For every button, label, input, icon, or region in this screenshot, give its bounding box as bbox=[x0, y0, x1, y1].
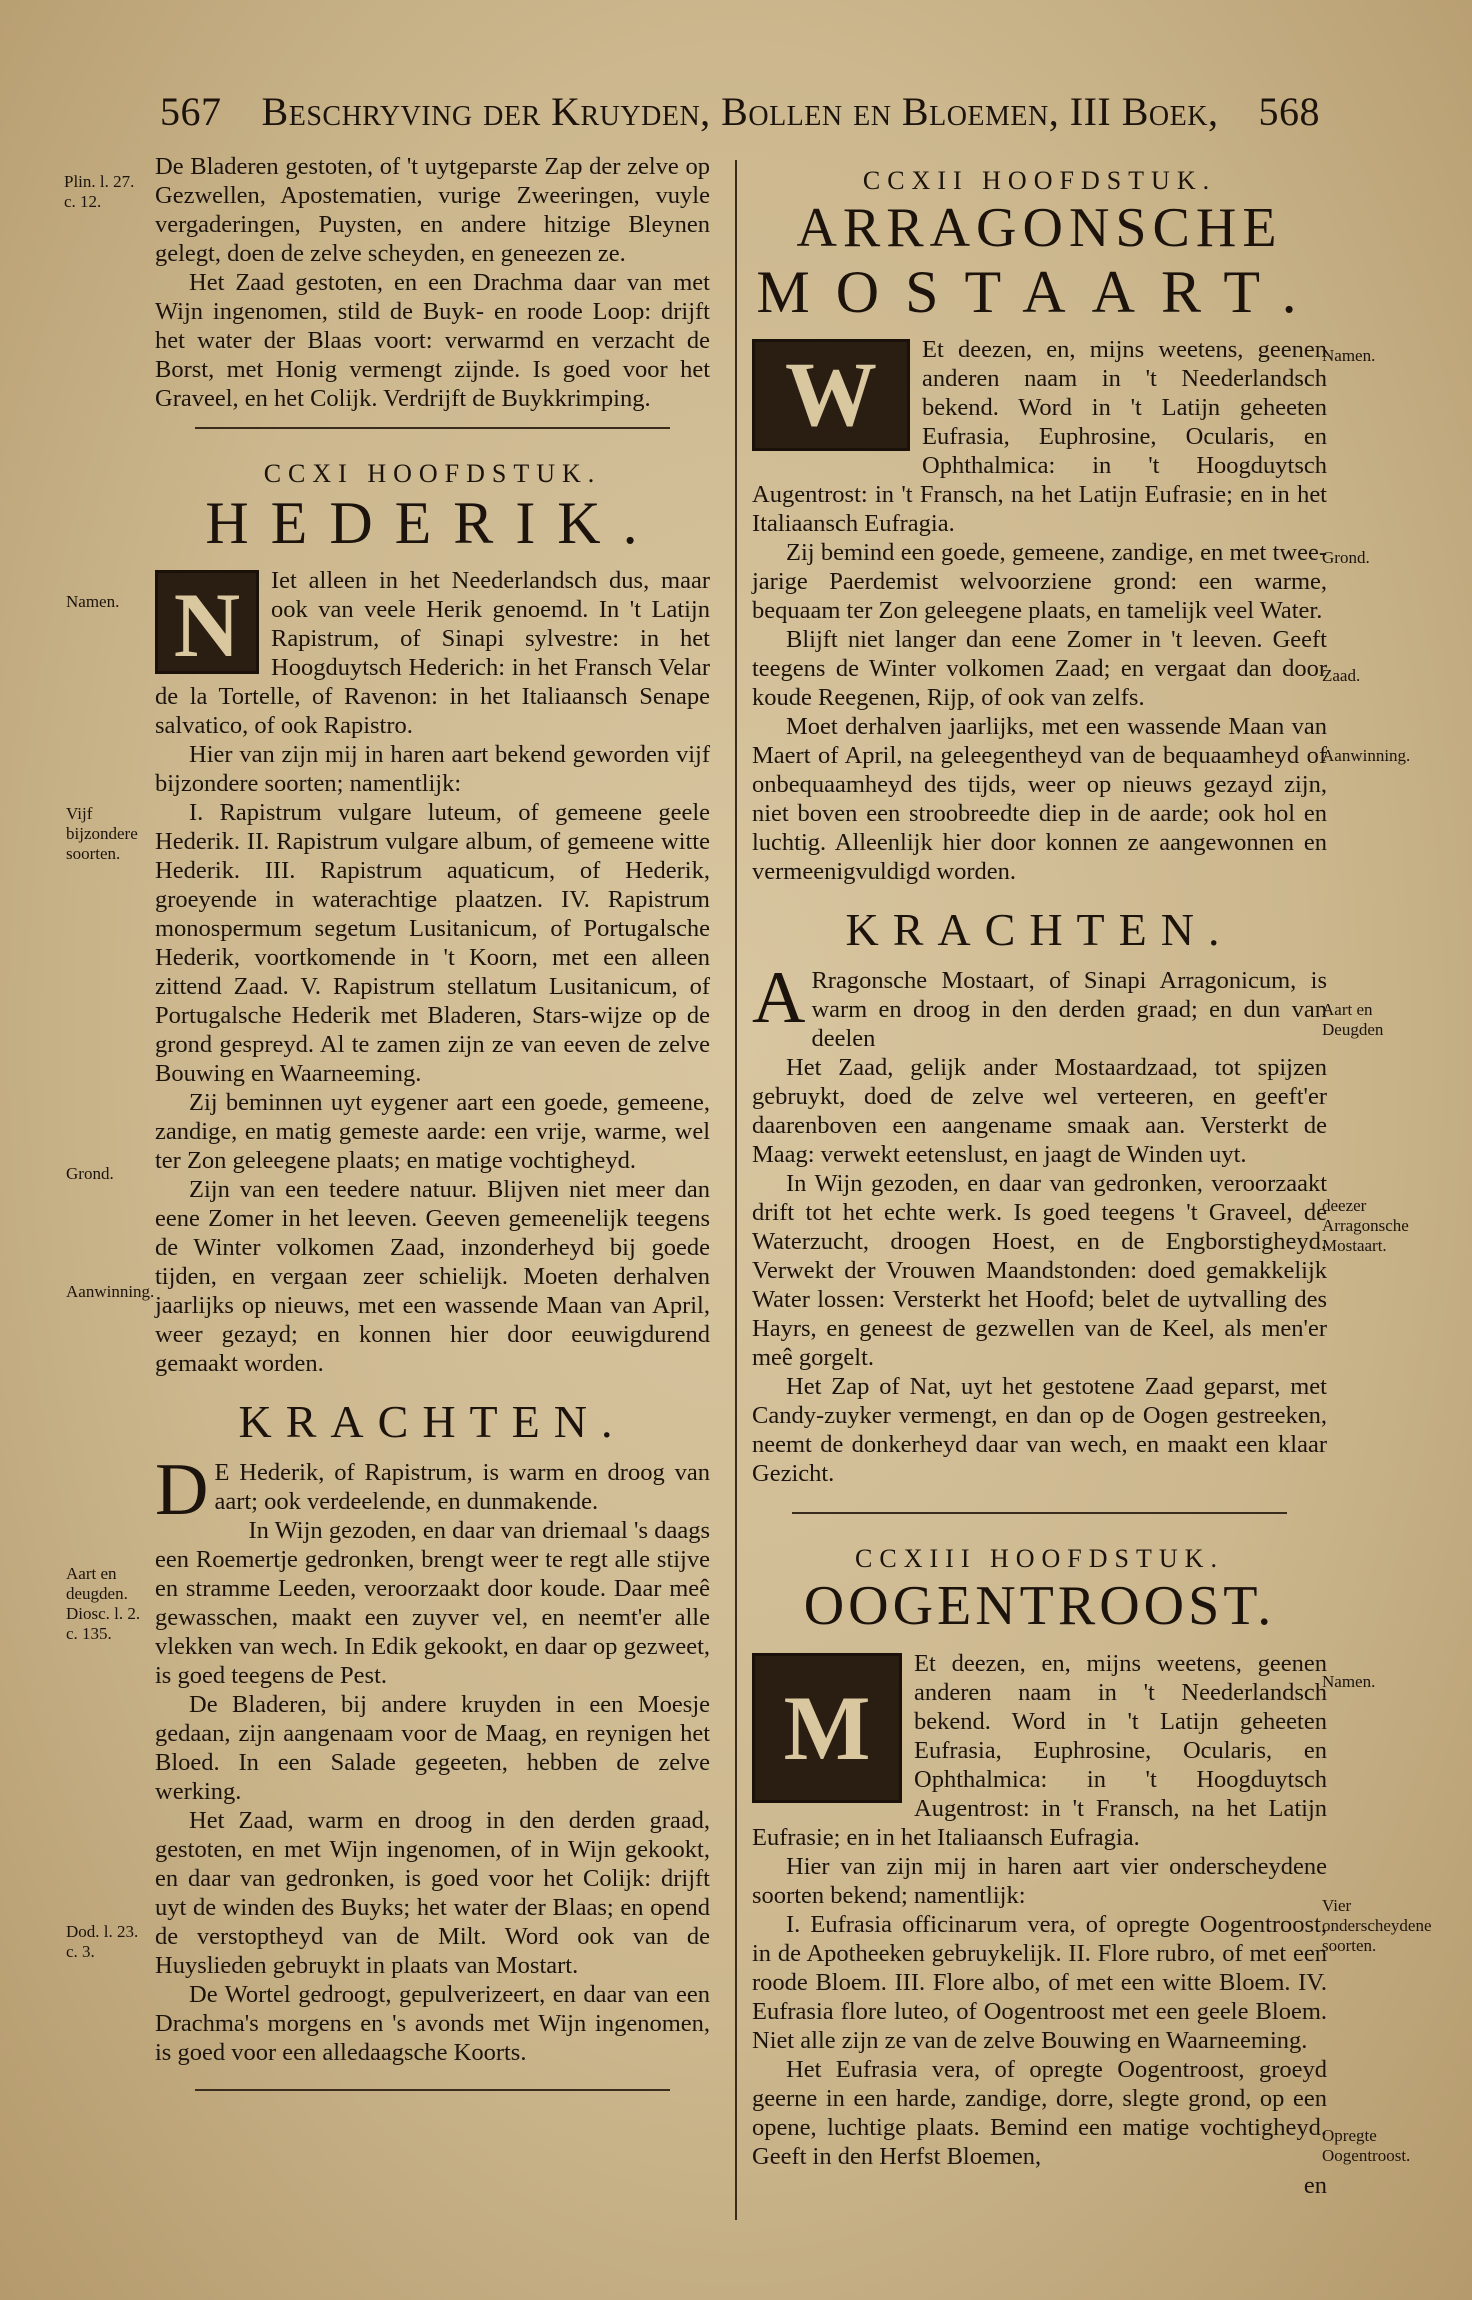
chapter-title-arragonsche: ARRAGONSCHE bbox=[796, 197, 1283, 259]
section-rule bbox=[792, 1512, 1287, 1514]
column-divider bbox=[735, 160, 737, 2220]
chapter-title-mostaart: MOSTAART. bbox=[756, 259, 1323, 325]
running-title: Beschryving der Kruyden, Bollen en Bloemen, III Boek, bbox=[261, 89, 1219, 134]
margin-note-vier-soorten: Vier onderscheydene soorten. bbox=[1322, 1896, 1432, 1955]
chapter-title-hederik: HEDERIK. bbox=[205, 490, 660, 556]
krachten-heading-left: KRACHTEN. bbox=[238, 1396, 627, 1447]
margin-note-aart-deugden: Aart en deugden. Diosc. l. 2. c. 135. bbox=[66, 1564, 141, 1643]
krachten-paragraph-3: De Bladeren, bij andere kruyden in een Moesje gedaan, zijn aangenaam voor de Maag, en reynigen het Bloed. In een Salade gegeeten, hebben de zelve werking. bbox=[155, 1691, 710, 1805]
margin-note-plinius: Plin. l. 27. c. 12. bbox=[64, 172, 135, 211]
krachten-heading-right: KRACHTEN. bbox=[845, 904, 1234, 955]
margin-note-dodonaeus: Dod. l. 23. c. 3. bbox=[66, 1922, 139, 1961]
grond-paragraph: Zij bemind een goede, gemeene, zandige, en met twee-jarige Paerdemist welvoorziene grond: een warme, bequaam ter Zon geleegene plaats, en tamelijk veel Water. bbox=[752, 539, 1327, 624]
soorten-paragraph: Hier van zijn mij in haren aart vier onderscheydene soorten bekend; namentlijk: bbox=[752, 1853, 1327, 1909]
page-number-right: 568 bbox=[1258, 89, 1320, 134]
chapter-heading-211: CCXI HOOFDSTUK. bbox=[263, 459, 602, 488]
krachten-paragraph-2: In Wijn gezoden, en daar van driemaal 's daags een Roemertje gedronken, brengt weer te regt alle stijve en stramme Leeden, veroorzaakt door koude. Daar meê gewasschen, maakt een zuyver vel, en neemt'er alle vlekken van wech. In Edik gekookt, en daar op gezweet, is goed teegens de Pest. bbox=[155, 1517, 710, 1689]
soorten-list: I. Eufrasia officinarum vera, of opregte Oogentroost, in de Apotheeken gebruykelijk. II. Flore rubro, of met een roode Bloem. III. Flore albo, of met een witte Bloem. IV. Eufrasia flore luteo, of Oogentroost met een geele Bloem. Niet alle zijn ze van de zelve Bouwing en Waarneeming. bbox=[752, 1911, 1327, 2054]
namen-paragraph-mostaart: W Et deezen, en, mijns weetens, geenen anderen naam in 't Neederlandsch bekend. Word in 't Latijn geheeten Eufrasia, Euphrosine, Ocularis, en Ophthalmica: in 't Hoogduytsch Augentrost: in 't Fransch, na het Latijn Eufrasie; en in het Italiaansch Eufragia. bbox=[752, 336, 1327, 537]
krachten-paragraph-2: Het Zaad, gelijk ander Mostaardzaad, tot spijzen gebruykt, doed de zelve wel verteeren, en geeft'er daarenboven een aangename smaak aan. Versterkt de Maag: verwekt eetenslust, en jaagt de Winden uyt. bbox=[752, 1054, 1327, 1168]
margin-note-deezer: deezer Arragonsche Mostaart. bbox=[1322, 1196, 1409, 1255]
decorated-initial: N bbox=[155, 570, 259, 674]
opregte-paragraph: Het Eufrasia vera, of opregte Oogentroost, groeyd geerne in een harde, zandige, dorre, slegte grond, op een opene, luchtige plaats. Bemind een matige vochtigheyd. Geeft in den Herfst Bloemen, bbox=[752, 2056, 1327, 2170]
margin-note-namen-right: Namen. bbox=[1322, 346, 1376, 365]
zaad-paragraph: Blijft niet langer dan eene Zomer in 't leeven. Geeft teegens de Winter volkomen Zaad; en vergaat dan door koude Reegenen, Rijp, of ook van zelfs. bbox=[752, 626, 1327, 711]
margin-note-vijf-soorten: Vijf bijzondere soorten. bbox=[66, 804, 138, 863]
initial-letter: A bbox=[752, 957, 806, 1039]
margin-note-namen-right-2: Namen. bbox=[1322, 1672, 1376, 1691]
decorated-initial: M bbox=[752, 1653, 902, 1803]
chapter-heading-212: CCXII HOOFDSTUK. bbox=[862, 166, 1217, 195]
chapter-title-oogentroost: OOGENTROOST. bbox=[803, 1575, 1276, 1637]
right-column bbox=[752, 152, 1327, 2200]
aanwinning-paragraph: Moet derhalven jaarlijks, met een wassende Maan van Maert of April, na geleegentheyd van de bequaamheyd of onbequaamheyd des tijds, weer op nieuws gezayd zijn, niet boven een stroobreedte diep in de aarde; ook hol en luchtig. Alleenlijk hier door konnen ze aangewonnen en vermeenigvuldigd worden. bbox=[752, 713, 1327, 885]
page-number-left: 567 bbox=[160, 89, 222, 134]
margin-note-opregte: Opregte Oogentroost. bbox=[1322, 2126, 1411, 2165]
left-column bbox=[155, 152, 710, 2121]
krachten-paragraph-5: De Wortel gedroogt, gepulverizeert, en daar van een Drachma's morgens en 's avonds met Wijn ingenomen, is goed voor een alledaagsche Koorts. bbox=[155, 1981, 710, 2066]
margin-note-grond-right: Grond. bbox=[1322, 548, 1370, 567]
margin-note-grond: Grond. bbox=[66, 1164, 114, 1183]
namen-paragraph-hederik: N Iet alleen in het Neederlandsch dus, maar ook van veele Herik genoemd. In 't Latijn Rapistrum, of Sinapi sylvestre: in het Hoogduytsch Hederich: in het Fransch Velar de la Tortelle, of Ravenon: in het Italiaansch Senape salvatico, of ook Rapistro. bbox=[155, 567, 710, 739]
margin-note-namen: Namen. bbox=[66, 592, 120, 611]
krachten-paragraph-1: D E Hederik, of Rapistrum, is warm en droog van aart; ook verdeelende, en dunmakende. bbox=[155, 1449, 710, 1531]
intro-paragraph-2: Het Zaad gestoten, en een Drachma daar van met Wijn ingenomen, stild de Buyk- en roode Loop: drijft het water der Blaas voort: verwarmd en verzacht de Borst, met Honig vermengt zijnde. Is goed voor het Graveel, en het Colijk. Verdrijft de Buykkrimping. bbox=[155, 269, 710, 412]
running-header bbox=[160, 88, 1320, 135]
krachten-paragraph-1: A Rragonsche Mostaart, of Sinapi Arragonicum, is warm en droog in den derden graad; en dun van deelen bbox=[752, 957, 1327, 1052]
soorten-list: I. Rapistrum vulgare luteum, of gemeene geele Hederik. II. Rapistrum vulgare album, of gemeene witte Hederik. III. Rapistrum aquaticum, of Hederik, groeyende in waterachtige plaatzen. IV. Rapistrum monospermum segetum Lusitanicum, of Portugalsche Hederik, voortkomende in 't Koorn, met een alleen zittend Zaad. V. Rapistrum stellatum Lusitanicum, of Portugalsche Hederik met Bladeren, Stars-wijze op de grond gespreyd. Al te zamen zijn ze van eeven de zelve Bouwing en Waarneeming. bbox=[155, 799, 710, 1087]
margin-note-aanwinning: Aanwinning. bbox=[66, 1282, 155, 1301]
catchword: en bbox=[1303, 2172, 1327, 2199]
intro-paragraph-1: De Bladeren gestoten, of 't uytgeparste Zap der zelve op Gezwellen, Apostematien, vurige Zweeringen, vuyle vergaderingen, Puysten, en andere hitzige Bleynen gelegt, doen de zelve scheyden, en geneezen ze. bbox=[155, 153, 710, 267]
grond-paragraph: Zij beminnen uyt eygener aart een goede, gemeene, zandige, en matig gemeste aarde: een vrije, warme, wel ter Zon geleegene plaats; en matige vochtigheyd. bbox=[155, 1089, 710, 1174]
margin-note-zaad-right: Zaad. bbox=[1322, 666, 1361, 685]
initial-letter: D bbox=[155, 1449, 209, 1531]
margin-note-aanwinning-right: Aanwinning. bbox=[1322, 746, 1411, 765]
section-rule bbox=[195, 427, 670, 429]
decorated-initial: W bbox=[752, 339, 910, 451]
krachten-paragraph-4: Het Zaad, warm en droog in den derden graad, gestoten, en met Wijn ingenomen, of in Wijn gekookt, en daar van gedronken, is goed voor het Colijk: drijft uyt de winden des Buyks; het water der Blaas; en opend de verstoptheyd van de Milt. Word ook van de Huyslieden gebruykt in plaats van Mostart. bbox=[155, 1807, 710, 1979]
krachten-paragraph-4: Het Zap of Nat, uyt het gestotene Zaad geparst, met Candy-zuyker vermengt, en dan op de Oogen gestreeken, neemt de donkerheyd daar van wech, en maakt een klaar Gezicht. bbox=[752, 1373, 1327, 1487]
chapter-heading-213: CCXIII HOOFDSTUK. bbox=[855, 1544, 1224, 1573]
namen-paragraph-oogentroost: M Et deezen, en, mijns weetens, geenen anderen naam in 't Neederlandsch bekend. Word in 't Latijn geheeten Eufrasia, Euphrosine, Ocularis, en Ophthalmica: in 't Hoogduytsch Augentrost: in 't Fransch, na het Latijn Eufrasie; en in het Italiaansch Eufragia. bbox=[752, 1650, 1327, 1851]
krachten-paragraph-3: In Wijn gezoden, en daar van gedronken, veroorzaakt drift tot het echte werk. Is goed teegens 't Graveel, de Waterzucht, droogen Hoest, en de Engborstigheyd. Verwekt der Vrouwen Maandstonden: doed gemakkelijk Water lossen: Versterkt het Hoofd; belet de uytvalling des Hayrs, en geneest de gezwellen van de Keel, als men'er meê gorgelt. bbox=[752, 1170, 1327, 1371]
margin-note-aart-right: Aart en Deugden bbox=[1322, 1000, 1384, 1039]
aanwinning-paragraph: Zijn van een teedere natuur. Blijven niet meer dan eene Zomer in het leeven. Geeven gemeenelijk teegens de Winter volkomen Zaad, inzonderheyd bij goede tijden, en vergaan zeer schielijk. Moeten derhalven jaarlijks op nieuws, met een wassende Maan van April, weer gezayd; en konnen hier door eeuwigdurend gemaakt worden. bbox=[155, 1176, 710, 1377]
soorten-paragraph: Hier van zijn mij in haren aart bekend geworden vijf bijzondere soorten; namentlijk: bbox=[155, 741, 710, 797]
section-rule bbox=[195, 2089, 670, 2091]
